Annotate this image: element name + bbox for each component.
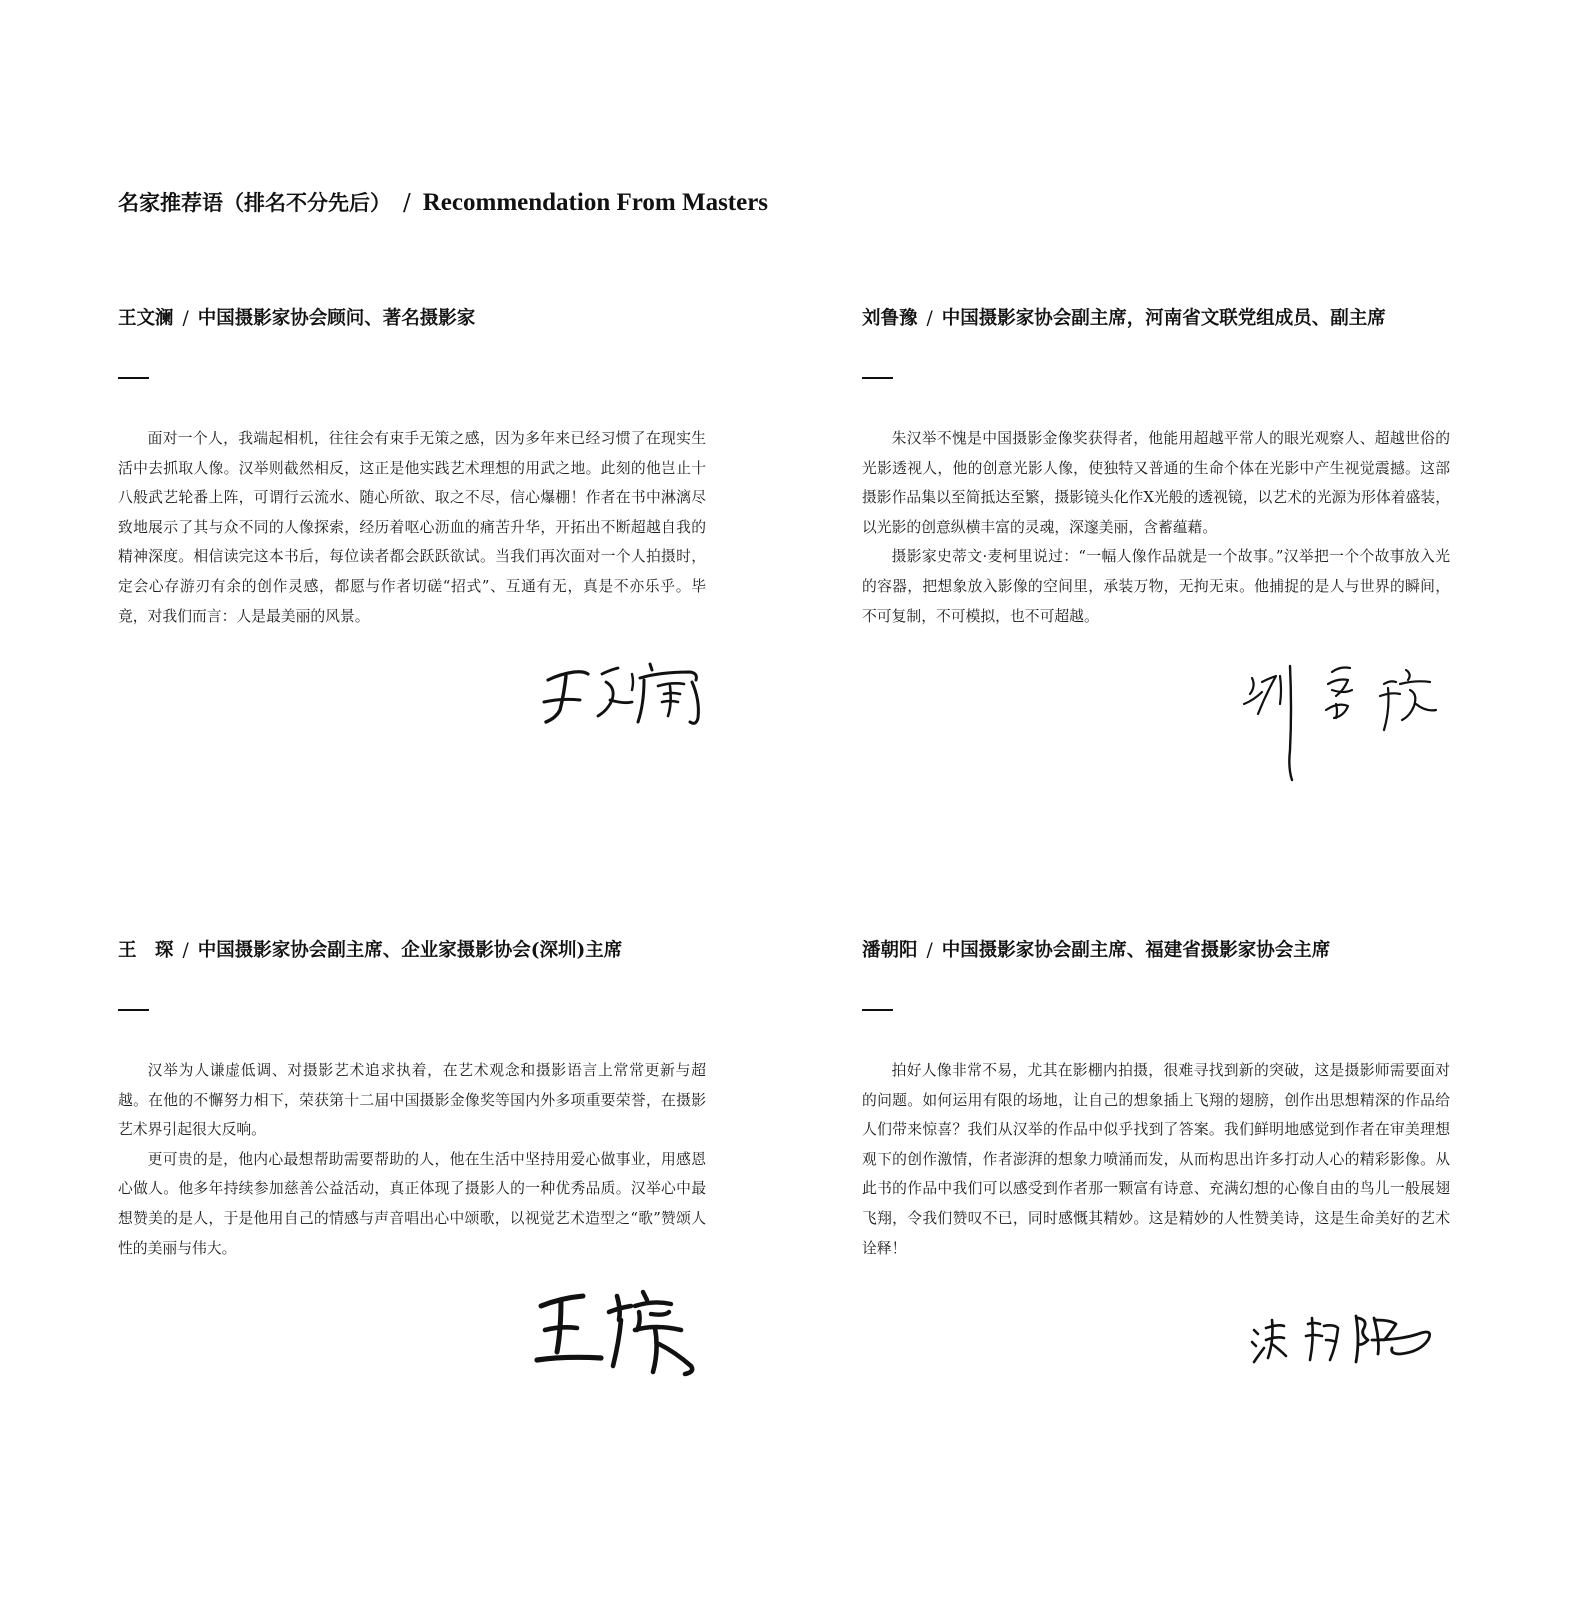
section-divider [862, 1009, 893, 1011]
page-title-en: Recommendation From Masters [422, 189, 769, 216]
page-title [118, 186, 768, 220]
header-separator: / [182, 308, 189, 329]
author-name: 王 琛 [118, 940, 174, 961]
recommendation-text [862, 424, 1450, 631]
signature-liu-luyu-drawing [1240, 660, 1450, 790]
section-header [862, 938, 1450, 964]
author-title: 中国摄影家协会副主席、福建省摄影家协会主席 [941, 940, 1331, 961]
header-separator: / [182, 940, 189, 961]
header-separator: / [926, 308, 933, 329]
author-title: 中国摄影家协会副主席，河南省文联党组成员、副主席 [941, 308, 1386, 329]
section-divider [118, 1009, 149, 1011]
section-header [118, 938, 706, 964]
page-title-separator: / [403, 190, 411, 216]
recommendation-paragraph: 朱汉举不愧是中国摄影金像奖获得者，他能用超越平常人的眼光观察人、超越世俗的光影透视人，他的创意光影人像，使独特又普通的生命个体在光影中产生视觉震撼。这部摄影作品集以至简抵达至繁，摄影镜头化作X光般的透视镜，以艺术的光源为形体着盛装，以光影的创意纵横丰富的灵魂，深邃美丽，含蓄蕴藉。 [862, 430, 1450, 536]
section-header [118, 306, 706, 332]
recommendation-text [862, 1056, 1450, 1263]
author-name: 潘朝阳 [862, 940, 918, 961]
header-separator: / [926, 940, 933, 961]
signature-wang-chen-drawing [535, 1290, 705, 1390]
signature-pan-chaoyang [1250, 1310, 1440, 1370]
section-divider [118, 377, 149, 379]
recommendation-paragraph: 拍好人像非常不易，尤其在影棚内拍摄，很难寻找到新的突破，这是摄影师需要面对的问题。如何运用有限的场地，让自己的想象插上飞翔的翅膀，创作出思想精深的作品给人们带来惊喜？我们从汉举的作品中似乎找到了答案。我们鲜明地感觉到作者在审美理想观下的创作激情，作者澎湃的想象力喷涌而发，从而构思出许多打动人心的精彩影像。从此书的作品中我们可以感受到作者那一颗富有诗意、充满幻想的心像自由的鸟儿一般展翅飞翔，令我们赞叹不已，同时感慨其精妙。这是精妙的人性赞美诗，这是生命美好的艺术诠释！ [862, 1062, 1450, 1257]
recommendation-paragraph: 面对一个人，我端起相机，往往会有束手无策之感，因为多年来已经习惯了在现实生活中去抓取人像。汉举则截然相反，这正是他实践艺术理想的用武之地。此刻的他岂止十八般武艺轮番上阵，可谓行云流水、随心所欲、取之不尽，信心爆棚！作者在书中淋漓尽致地展示了其与众不同的人像探索，经历着呕心沥血的痛苦升华，开拓出不断超越自我的精神深度。相信读完这本书后，每位读者都会跃跃欲试。当我们再次面对一个人拍摄时，定会心存游刃有余的创作灵感，都愿与作者切磋“招式”、互通有无，真是不亦乐乎。毕竟，对我们而言：人是最美丽的风景。 [118, 430, 706, 625]
author-title: 中国摄影家协会副主席、企业家摄影协会(深圳)主席 [197, 940, 623, 961]
signature-liu-luyu [1240, 660, 1450, 790]
recommendation-paragraph: 汉举为人谦虚低调、对摄影艺术追求执着，在艺术观念和摄影语言上常常更新与超越。在他的不懈努力相下，荣获第十二届中国摄影金像奖等国内外多项重要荣誉，在摄影艺术界引起很大反响。 [118, 1062, 706, 1139]
recommendation-section-wang-wenlan [118, 306, 706, 631]
recommendation-section-liu-luyu [862, 306, 1450, 631]
recommendation-section-pan-chaoyang [862, 938, 1450, 1263]
section-divider [862, 377, 893, 379]
signature-wang-wenlan [540, 660, 710, 740]
author-name: 刘鲁豫 [862, 308, 918, 329]
author-title: 中国摄影家协会顾问、著名摄影家 [197, 308, 476, 329]
signature-wang-chen [535, 1290, 705, 1390]
recommendation-section-wang-chen [118, 938, 706, 1263]
signature-wang-wenlan-drawing [540, 660, 710, 740]
recommendation-paragraph: 更可贵的是，他内心最想帮助需要帮助的人，他在生活中坚持用爱心做事业，用感恩心做人。他多年持续参加慈善公益活动，真正体现了摄影人的一种优秀品质。汉举心中最想赞美的是人，于是他用自己的情感与声音唱出心中颂歌，以视觉艺术造型之“歌”赞颂人性的美丽与伟大。 [118, 1150, 706, 1257]
recommendation-paragraph: 摄影家史蒂文·麦柯里说过：“一幅人像作品就是一个故事。”汉举把一个个故事放入光的容器，把想象放入影像的空间里，承装万物，无拘无束。他捕捉的是人与世界的瞬间，不可复制，不可模拟，也不可超越。 [862, 548, 1450, 625]
recommendation-text [118, 424, 706, 631]
recommendation-text [118, 1056, 706, 1263]
author-name: 王文澜 [118, 308, 174, 329]
section-header [862, 306, 1450, 332]
signature-pan-chaoyang-drawing [1250, 1310, 1440, 1370]
page-title-zh: 名家推荐语（排名不分先后） [118, 190, 391, 215]
